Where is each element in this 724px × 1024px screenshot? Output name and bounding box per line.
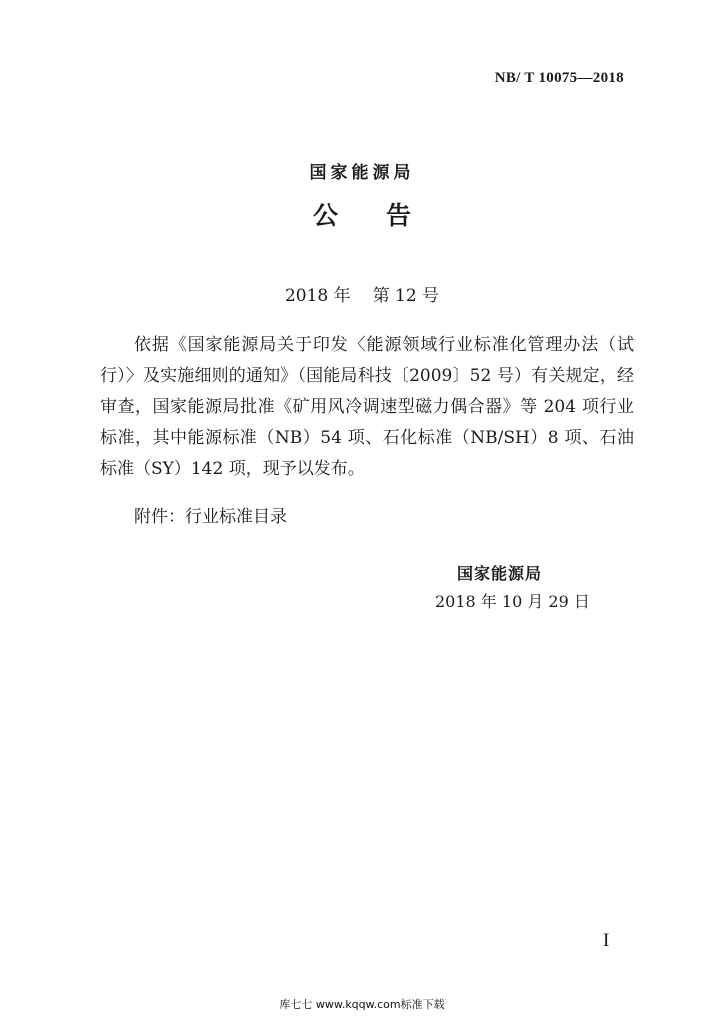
signature-organization: 国家能源局 bbox=[457, 564, 543, 583]
announcement-body: 依据《国家能源局关于印发〈能源领域行业标准化管理办法（试行）〉及实施细则的通知》（国能局科技〔2009〕52 号）有关规定，经审查，国家能源局批准《矿用风冷调速型磁力偶合器》等 204 项行业标准，其中能源标准（NB）54 项、石化标准（NB/SH）8 项、石油标准（SY）142 项，现予以发布。 bbox=[100, 335, 634, 479]
standard-code: NB/ T 10075—2018 bbox=[494, 70, 624, 86]
announcement-year: 2018 年 bbox=[284, 286, 351, 306]
announcement-number-line bbox=[0, 281, 724, 306]
title-char-1: 公 bbox=[312, 201, 338, 230]
page-number: I bbox=[603, 930, 610, 951]
signature-date: 2018 年 10 月 29 日 bbox=[435, 592, 590, 611]
issuer-name: 国家能源局 bbox=[309, 163, 415, 183]
download-watermark: 库七七 www.kqqw.com标准下载 bbox=[279, 998, 445, 1011]
title-char-2: 告 bbox=[386, 201, 412, 230]
announcement-number: 第 12 号 bbox=[372, 286, 440, 306]
announcement-title bbox=[0, 196, 724, 232]
attachment-line: 附件：行业标准目录 bbox=[134, 507, 287, 527]
